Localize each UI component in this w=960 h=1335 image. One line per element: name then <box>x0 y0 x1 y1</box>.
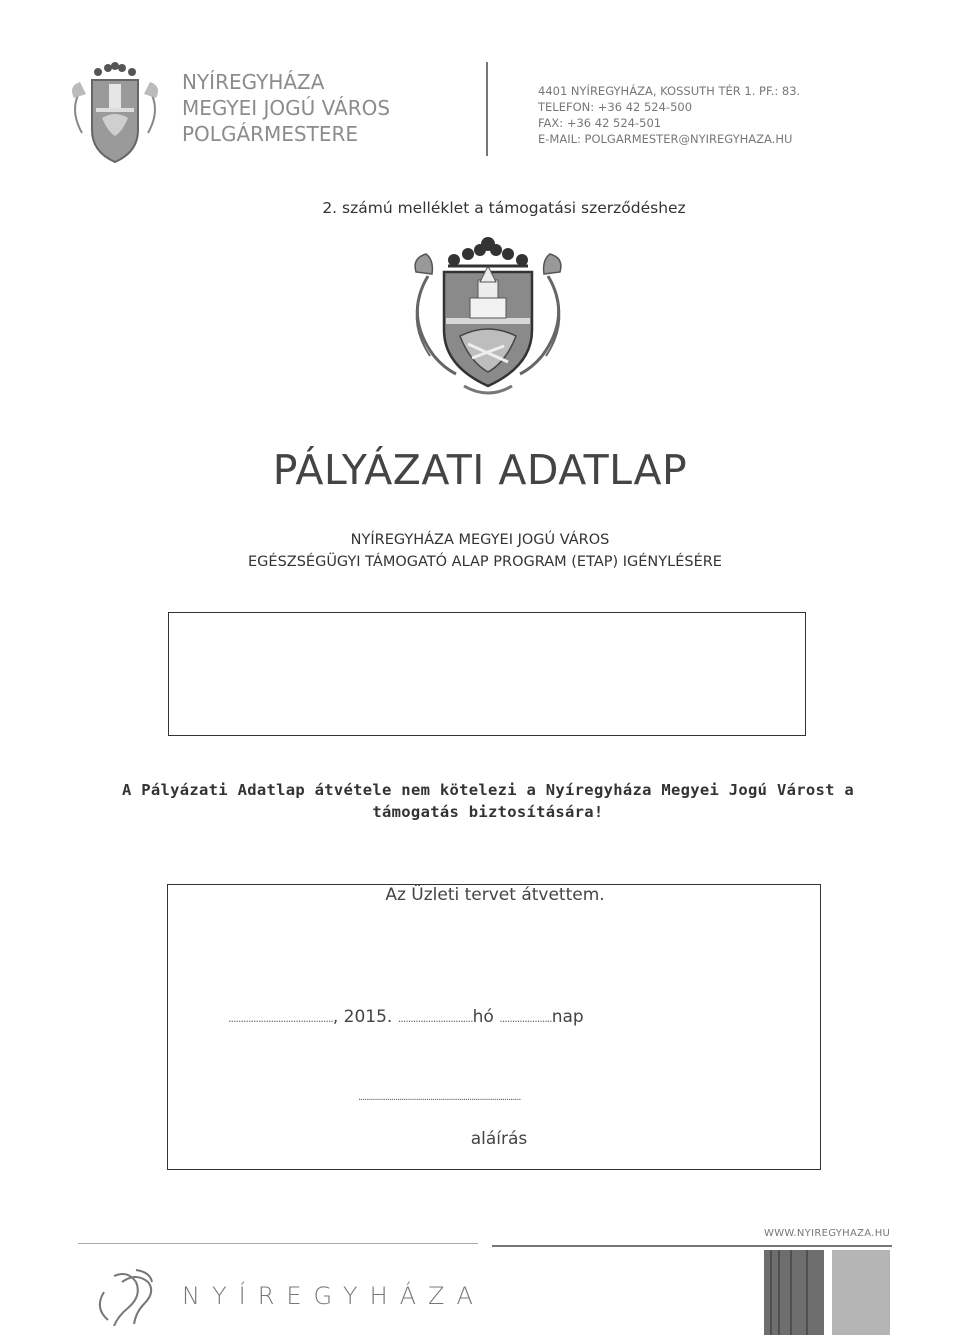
footer-stripe <box>770 1250 772 1335</box>
footer-stripe <box>790 1250 792 1335</box>
date-year: 2015. <box>343 1007 393 1027</box>
contact-phone: TELEFON: +36 42 524-500 <box>538 100 693 114</box>
applicant-info-box[interactable] <box>168 612 806 736</box>
form-title: PÁLYÁZATI ADATLAP <box>272 446 688 494</box>
footer-stripe <box>806 1250 808 1335</box>
header-divider <box>486 62 488 156</box>
month-label: hó <box>472 1007 494 1027</box>
contact-address: 4401 NYÍREGYHÁZA, KOSSUTH TÉR 1. PF.: 83. <box>538 84 801 98</box>
signature-blank[interactable]: ............................................................................... <box>358 1091 521 1103</box>
city-coat-of-arms-small <box>62 58 168 170</box>
footer-rule-left <box>78 1243 478 1244</box>
org-name-line-1: NYÍREGYHÁZA <box>182 70 325 94</box>
signature-label: aláírás <box>470 1129 528 1149</box>
footer-block-light <box>832 1250 890 1335</box>
subtitle-line-1: NYÍREGYHÁZA MEGYEI JOGÚ VÁROS <box>350 532 610 548</box>
month-blank[interactable]: .............................. <box>397 1012 473 1025</box>
annex-label: 2. számú melléklet a támogatási szerződéshez <box>322 199 686 217</box>
date-line: .........................................., 2015. ..............................hó .....................nap <box>228 1007 584 1027</box>
footer-city-logo <box>92 1262 162 1326</box>
contact-fax: FAX: +36 42 524-501 <box>538 116 662 130</box>
receipt-box <box>167 884 821 1170</box>
footer-block-dark <box>764 1250 824 1335</box>
footer-url: WWW.NYIREGYHAZA.HU <box>764 1228 891 1239</box>
org-name-line-2: MEGYEI JOGÚ VÁROS <box>182 96 391 120</box>
notice-line-1: A Pályázati Adatlap átvétele nem kötelezi a Nyíregyháza Megyei Jogú Várost a <box>121 781 854 799</box>
footer-stripe <box>778 1250 780 1335</box>
day-label: nap <box>551 1007 584 1027</box>
org-name-line-3: POLGÁRMESTERE <box>182 122 358 146</box>
footer-wordmark: NYÍREGYHÁZA <box>182 1282 485 1310</box>
city-coat-of-arms-large <box>398 236 578 406</box>
notice-line-2: támogatás biztosítására! <box>372 803 604 821</box>
place-blank[interactable]: .......................................... <box>228 1012 333 1025</box>
contact-email: E-MAIL: POLGARMESTER@NYIREGYHAZA.HU <box>538 132 793 146</box>
receipt-title: Az Üzleti tervet átvettem. <box>385 885 605 905</box>
footer-rule-right <box>492 1245 892 1247</box>
day-blank[interactable]: ..................... <box>499 1012 552 1025</box>
subtitle-line-2: EGÉSZSÉGÜGYI TÁMOGATÓ ALAP PROGRAM (ETAP) IGÉNYLÉSÉRE <box>248 554 722 570</box>
